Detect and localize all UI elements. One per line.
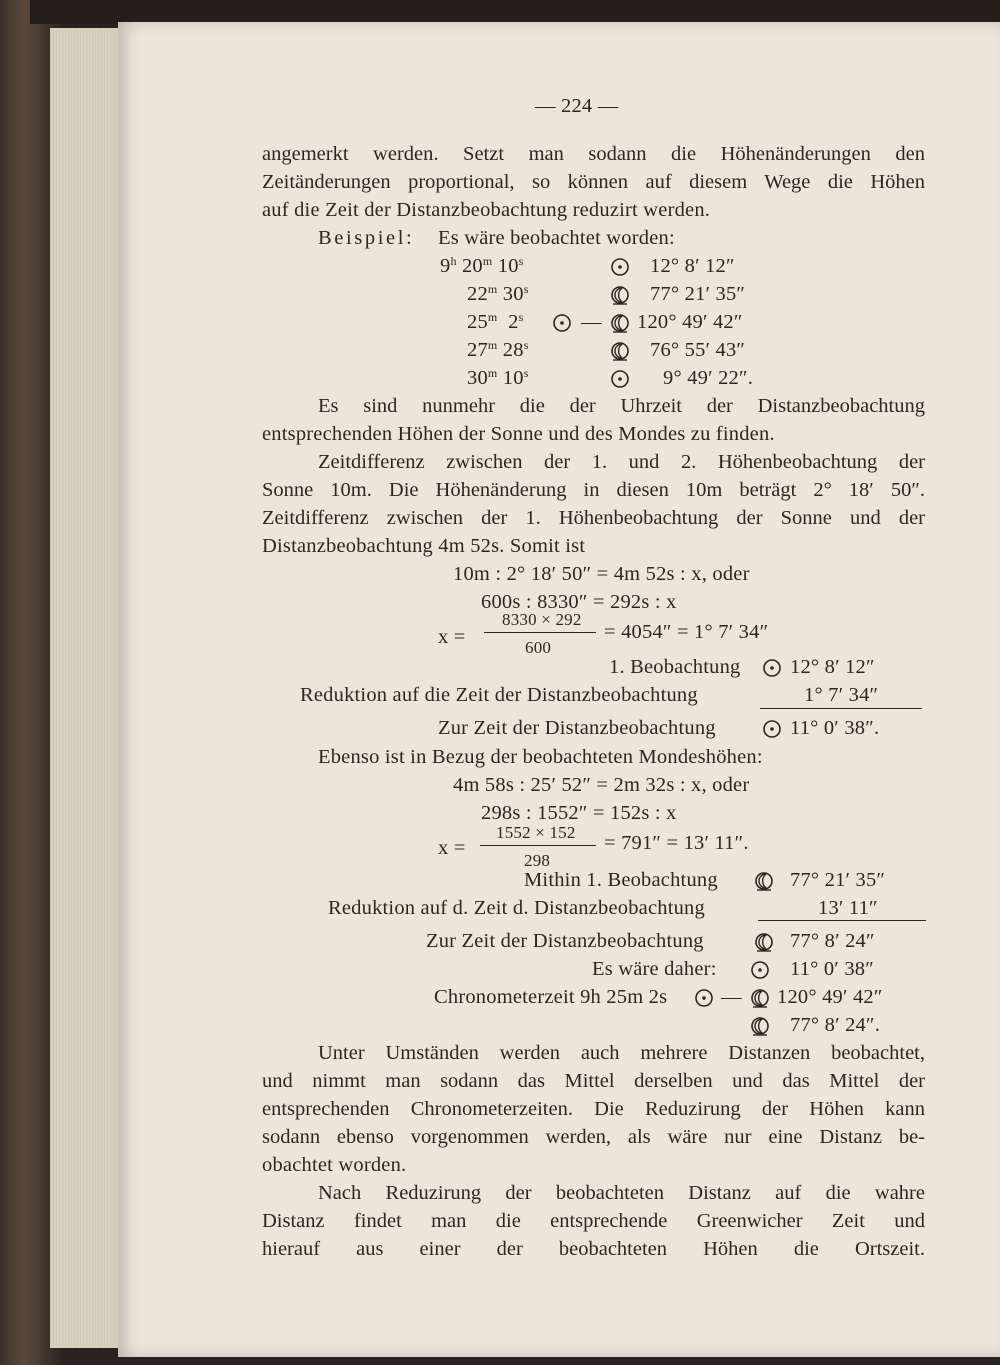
para-line: Distanzbeobachtung 4m 52s. Somit ist <box>262 535 586 557</box>
summary-distance-value: 120° 49′ 42″ <box>777 986 883 1008</box>
fraction-bar <box>480 845 596 846</box>
dash: — <box>581 311 602 333</box>
top-shadow <box>30 0 1000 24</box>
moon-symbol-icon <box>610 285 630 305</box>
obs-label: Mithin 1. Beobachtung <box>524 869 718 891</box>
page-number: — 224 — <box>535 95 619 117</box>
fraction-denominator: 600 <box>525 638 552 657</box>
moon-symbol-icon <box>750 988 770 1008</box>
para-line: entsprechenden Chronometerzeiten. Die Reduzirung der Höhen kann <box>262 1098 925 1120</box>
sun-symbol-icon <box>610 369 630 389</box>
example-heading: Beispiel: <box>318 227 415 249</box>
sun-symbol-icon <box>762 658 782 678</box>
at-value: 77° 8′ 24″ <box>790 930 875 952</box>
dash: — <box>721 986 742 1008</box>
para-line: Sonne 10m. Die Höhenänderung in diesen 10m beträgt 2° 18′ 50″. <box>262 479 925 501</box>
at-label: Zur Zeit der Distanzbeobachtung <box>426 930 704 952</box>
fraction-numerator: 8330 × 292 <box>502 610 582 629</box>
moon-symbol-icon <box>754 932 774 952</box>
moon-proportion: 4m 58s : 25′ 52″ = 2m 32s : x, oder <box>453 774 750 796</box>
obs-value: 76° 55′ 43″ <box>650 339 746 361</box>
fraction-numerator: 1552 × 152 <box>496 823 576 842</box>
para-line: Unter Umständen werden auch mehrere Distanzen beobachtet, <box>318 1042 925 1064</box>
moon-symbol-icon <box>750 1016 770 1036</box>
para-line: Zeitdifferenz zwischen der 1. Höhenbeobachtung der Sonne und der <box>262 507 925 529</box>
para-line: Zeitdifferenz zwischen der 1. und 2. Höhenbeobachtung der <box>318 451 925 473</box>
sun-symbol-icon <box>750 960 770 980</box>
summary-sun-value: 11° 0′ 38″ <box>790 958 874 980</box>
obs-label: 1. Beobachtung <box>609 656 741 678</box>
sum-line <box>760 708 922 709</box>
para-line: obachtet worden. <box>262 1154 407 1176</box>
x-label: x = <box>438 837 466 859</box>
fraction-bar <box>484 632 596 633</box>
obs-time: 30$^m$ 10$^s$ <box>467 366 529 389</box>
moon-seconds: 298s : 1552″ = 152s : x <box>481 802 677 824</box>
reduction-value: 13′ 11″ <box>818 897 878 919</box>
moon-symbol-icon <box>610 341 630 361</box>
sun-proportion: 10m : 2° 18′ 50″ = 4m 52s : x, oder <box>453 563 750 585</box>
para-line: entsprechenden Höhen der Sonne und des Mondes zu finden. <box>262 423 775 445</box>
sun-symbol-icon <box>610 257 630 277</box>
sun-symbol-icon <box>762 719 782 739</box>
moon-symbol-icon <box>754 871 774 891</box>
para-line: hierauf aus einer der beobachteten Höhen die Ortszeit. <box>262 1238 925 1260</box>
at-label: Zur Zeit der Distanzbeobachtung <box>438 717 716 739</box>
sun-symbol-icon <box>552 313 572 333</box>
para-line: Es sind nunmehr die der Uhrzeit der Distanzbeobachtung <box>318 395 925 417</box>
at-value: 11° 0′ 38″. <box>790 717 880 739</box>
sum-line <box>758 920 926 921</box>
moon-result: = 791″ = 13′ 11″. <box>604 832 749 854</box>
intro-line: angemerkt werden. Setzt man sodann die Höhenänderungen den <box>262 143 925 165</box>
fraction-denominator: 298 <box>524 851 551 870</box>
para-line: Distanz findet man die entsprechende Greenwicher Zeit und <box>262 1210 925 1232</box>
summary-label: Es wäre daher: <box>592 958 717 980</box>
obs-value: 12° 8′ 12″ <box>790 656 875 678</box>
obs-value: 9° 49′ 22″. <box>663 367 754 389</box>
obs-value: 77° 21′ 35″ <box>650 283 746 305</box>
sun-symbol-icon <box>694 988 714 1008</box>
sun-seconds: 600s : 8330″ = 292s : x <box>481 591 677 613</box>
para-line: sodann ebenso vorgenommen werden, als wäre nur eine Distanz be- <box>262 1126 925 1148</box>
moon-intro: Ebenso ist in Bezug der beobachteten Mondeshöhen: <box>318 746 763 768</box>
obs-time: 27$^m$ 28$^s$ <box>467 338 529 361</box>
moon-symbol-icon <box>610 313 630 333</box>
chrono-label: Chronometerzeit 9h 25m 2s <box>434 986 668 1008</box>
obs-value: 120° 49′ 42″ <box>637 311 743 333</box>
obs-value: 77° 21′ 35″ <box>790 869 886 891</box>
x-label: x = <box>438 626 466 648</box>
reduction-value: 1° 7′ 34″ <box>804 684 879 706</box>
intro-line: Zeitänderungen proportional, so können auf diesem Wege die Höhen <box>262 171 925 193</box>
example-intro: Es wäre beobachtet worden: <box>438 227 675 249</box>
summary-moon-value: 77° 8′ 24″. <box>790 1014 881 1036</box>
intro-line: auf die Zeit der Distanzbeobachtung reduzirt werden. <box>262 199 711 221</box>
obs-value: 12° 8′ 12″ <box>650 255 735 277</box>
reduction-label: Reduktion auf die Zeit der Distanzbeobachtung <box>300 684 698 706</box>
obs-time: 9$^h$ 20$^m$ 10$^s$ <box>440 254 524 277</box>
reduction-label: Reduktion auf d. Zeit d. Distanzbeobachtung <box>328 897 705 919</box>
obs-time: 25$^m$ 2$^s$ <box>467 310 524 333</box>
para-line: und nimmt man sodann das Mittel derselben und das Mittel der <box>262 1070 925 1092</box>
sun-result: = 4054″ = 1° 7′ 34″ <box>604 621 769 643</box>
para-line: Nach Reduzirung der beobachteten Distanz auf die wahre <box>318 1182 925 1204</box>
obs-time: 22$^m$ 30$^s$ <box>467 282 529 305</box>
